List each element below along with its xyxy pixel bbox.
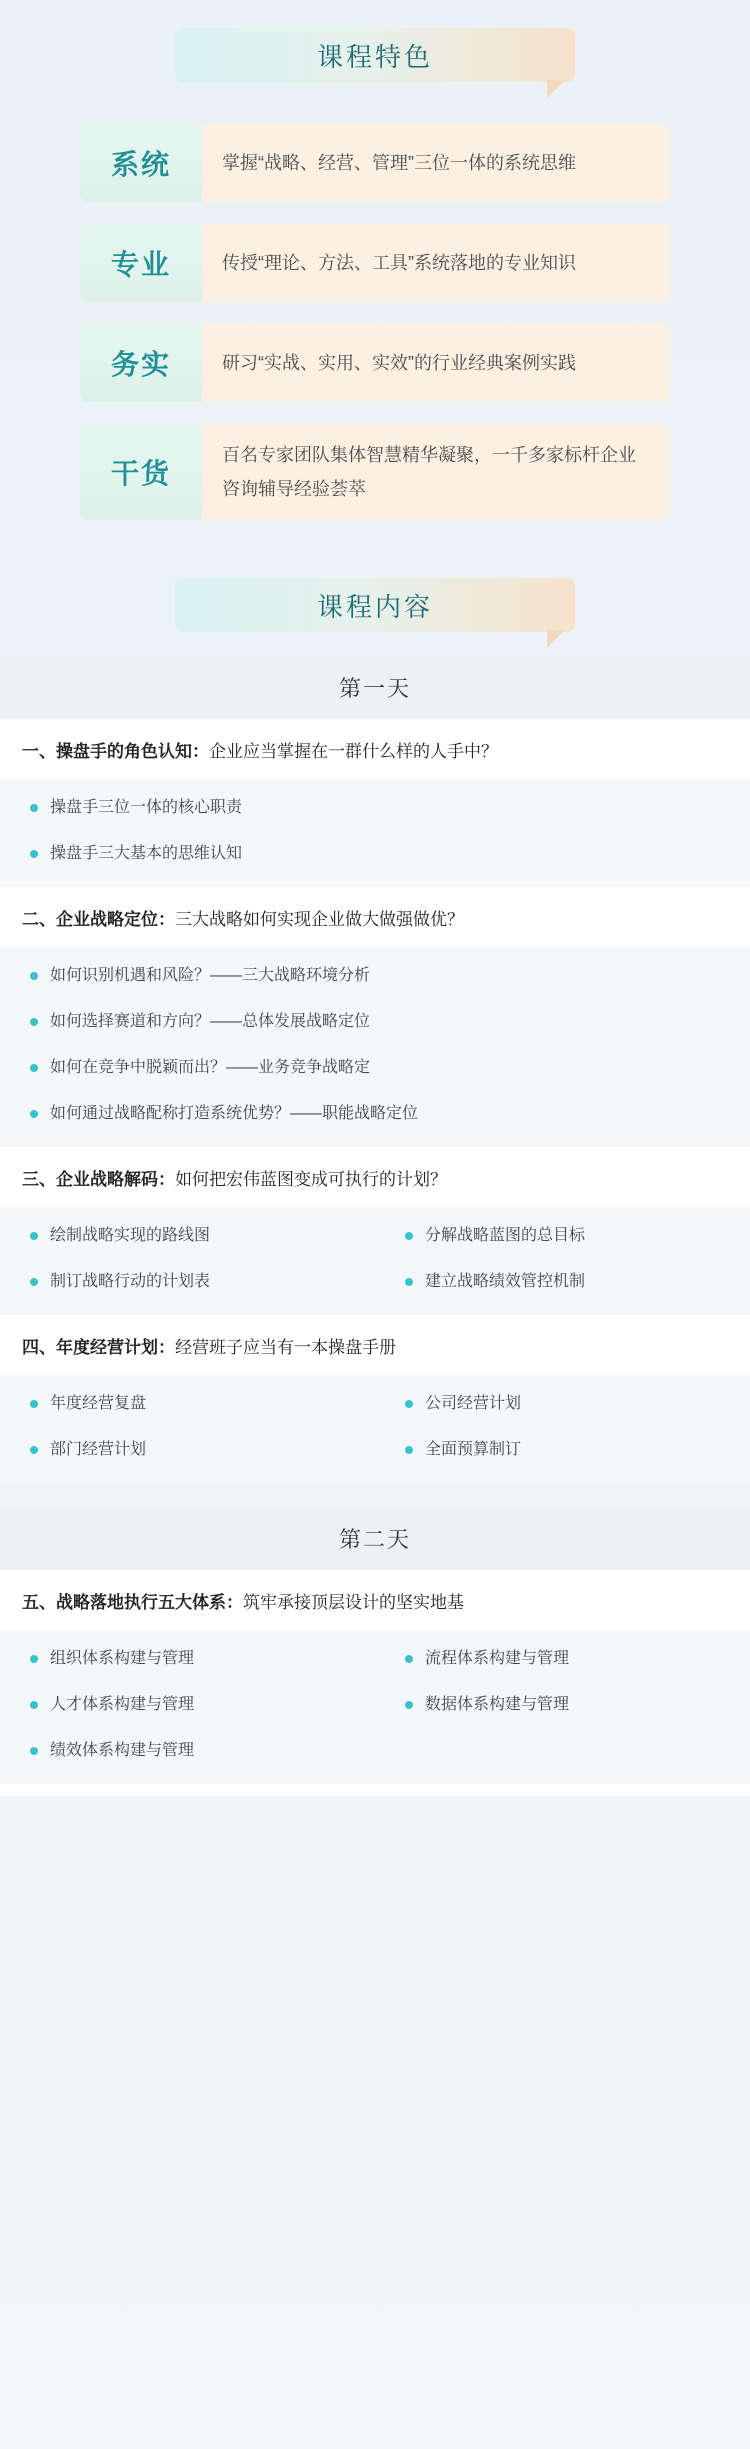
chapter-title: [0, 721, 750, 779]
chapter-desc: 三大战略如何实现企业做大做强做优？: [175, 910, 464, 929]
day-label: 第一天: [338, 676, 411, 701]
list-item-label: 流程体系构建与管理: [425, 1650, 570, 1667]
bottom-spacer: [0, 1784, 750, 1796]
feature-key-label: 系统: [110, 149, 171, 180]
bullet-dot-icon: [30, 1018, 38, 1026]
feature-key-label: 务实: [110, 349, 171, 380]
chapter-title: [0, 1317, 750, 1375]
list-item-label: 年度经营复盘: [50, 1395, 147, 1412]
list-item[interactable]: [375, 1381, 750, 1427]
bullet-dot-icon: [405, 1278, 413, 1286]
list-item-label: 绘制战略实现的路线图: [50, 1227, 211, 1244]
chapter: [0, 719, 750, 779]
list-item-label: 操盘手三位一体的核心职责: [50, 799, 243, 816]
day-label: 第二天: [338, 1527, 411, 1552]
day-header: [0, 656, 750, 719]
chapter-desc: 企业应当掌握在一群什么样的人手中？: [209, 742, 498, 761]
bullet-dot-icon: [30, 1446, 38, 1454]
list-item-label: 操盘手三大基本的思维认知: [50, 845, 243, 862]
bullet-dot-icon: [30, 1110, 38, 1118]
chapter-title: [0, 1572, 750, 1630]
feature-text-label: 传授“理论、方法、工具”系统落地的专业知识: [222, 253, 576, 273]
list-item[interactable]: [0, 1427, 375, 1473]
chapter-title: [0, 1149, 750, 1207]
list-item-label: 绩效体系构建与管理: [50, 1742, 195, 1759]
chapter-number: 三、企业战略解码：: [22, 1170, 175, 1189]
bullet-dot-icon: [30, 1400, 38, 1408]
content-banner-title: 课程内容: [316, 591, 433, 622]
list-item[interactable]: [0, 1045, 750, 1091]
list-item[interactable]: [0, 1259, 375, 1305]
list-item-label: 部门经营计划: [50, 1441, 147, 1458]
feature-text-label: 百名专家团队集体智慧精华凝聚，一千多家标杆企业咨询辅导经验荟萃: [222, 445, 636, 499]
feature-item: [80, 124, 670, 202]
chapter: [0, 1147, 750, 1207]
list-item[interactable]: [0, 1213, 375, 1259]
features-banner-title: 课程特色: [316, 41, 433, 72]
chapter-number: 一、操盘手的角色认知：: [22, 742, 209, 761]
feature-key-label: 专业: [110, 249, 171, 280]
bullet-list: [0, 1630, 750, 1784]
list-item-label: 如何选择赛道和方向？——总体发展战略定位: [50, 1013, 371, 1030]
list-item[interactable]: [0, 1682, 375, 1728]
chapter-title: [0, 889, 750, 947]
chapter: [0, 1315, 750, 1375]
bullet-list: [0, 1375, 750, 1483]
feature-text: [202, 324, 670, 402]
list-item[interactable]: [0, 1636, 375, 1682]
bullet-dot-icon: [30, 1655, 38, 1663]
bullet-dot-icon: [30, 804, 38, 812]
bullet-dot-icon: [30, 1064, 38, 1072]
list-item-label: 建立战略绩效管控机制: [425, 1273, 586, 1290]
bullet-dot-icon: [30, 972, 38, 980]
bullet-list: [0, 947, 750, 1147]
list-item-label: 人才体系构建与管理: [50, 1696, 195, 1713]
bullet-dot-icon: [30, 1747, 38, 1755]
list-item-label: 制订战略行动的计划表: [50, 1273, 211, 1290]
chapter: [0, 1570, 750, 1630]
list-item[interactable]: [0, 999, 750, 1045]
bullet-dot-icon: [405, 1400, 413, 1408]
list-item[interactable]: [375, 1682, 750, 1728]
list-item[interactable]: [0, 1091, 750, 1137]
list-item-label: 组织体系构建与管理: [50, 1650, 195, 1667]
bullet-dot-icon: [30, 1278, 38, 1286]
bullet-dot-icon: [30, 1232, 38, 1240]
list-item[interactable]: [375, 1427, 750, 1473]
chapter-desc: 筑牢承接顶层设计的坚实地基: [243, 1593, 464, 1612]
chapter-number: 五、战略落地执行五大体系：: [22, 1593, 243, 1612]
bullet-dot-icon: [405, 1446, 413, 1454]
chapter-desc: 经营班子应当有一本操盘手册: [175, 1338, 396, 1357]
list-item[interactable]: [0, 831, 750, 877]
list-item-label: 全面预算制订: [425, 1441, 522, 1458]
feature-text: [202, 124, 670, 202]
list-item-label: 如何识别机遇和风险？——三大战略环境分析: [50, 967, 371, 984]
list-item-label: 数据体系构建与管理: [425, 1696, 570, 1713]
bullet-dot-icon: [405, 1701, 413, 1709]
feature-list: [80, 124, 670, 520]
list-item-label: 分解战略蓝图的总目标: [425, 1227, 586, 1244]
feature-key: [80, 224, 202, 302]
chapter-number: 四、年度经营计划：: [22, 1338, 175, 1357]
list-item[interactable]: [375, 1213, 750, 1259]
feature-key: [80, 324, 202, 402]
list-item[interactable]: [0, 1728, 375, 1774]
list-item[interactable]: [375, 1636, 750, 1682]
list-item[interactable]: [0, 1381, 375, 1427]
feature-key: [80, 424, 202, 520]
features-banner: [175, 28, 575, 82]
chapter-desc: 如何把宏伟蓝图变成可执行的计划？: [175, 1170, 447, 1189]
feature-text: [202, 424, 670, 520]
day-header: [0, 1507, 750, 1570]
feature-text-label: 研习“实战、实用、实效”的行业经典案例实践: [222, 353, 576, 373]
chapter-number: 二、企业战略定位：: [22, 910, 175, 929]
content-banner: [175, 578, 575, 632]
bullet-dot-icon: [30, 850, 38, 858]
feature-key: [80, 124, 202, 202]
banner-tail-decor: [547, 630, 565, 648]
list-item-label: 公司经营计划: [425, 1395, 522, 1412]
banner-tail-decor: [547, 80, 565, 98]
list-item[interactable]: [0, 953, 750, 999]
bullet-dot-icon: [30, 1701, 38, 1709]
list-item-label: 如何通过战略配称打造系统优势？——职能战略定位: [50, 1105, 419, 1122]
feature-item: [80, 224, 670, 302]
bullet-list: [0, 779, 750, 887]
bullet-dot-icon: [405, 1232, 413, 1240]
feature-text-label: 掌握“战略、经营、管理”三位一体的系统思维: [222, 153, 576, 173]
bullet-dot-icon: [405, 1655, 413, 1663]
list-item[interactable]: [375, 1259, 750, 1305]
feature-key-label: 干货: [110, 458, 171, 489]
bullet-list: [0, 1207, 750, 1315]
feature-item: [80, 424, 670, 520]
feature-text: [202, 224, 670, 302]
list-item-label: 如何在竞争中脱颖而出？——业务竞争战略定: [50, 1059, 371, 1076]
feature-item: [80, 324, 670, 402]
chapter: [0, 887, 750, 947]
list-item[interactable]: [0, 785, 750, 831]
